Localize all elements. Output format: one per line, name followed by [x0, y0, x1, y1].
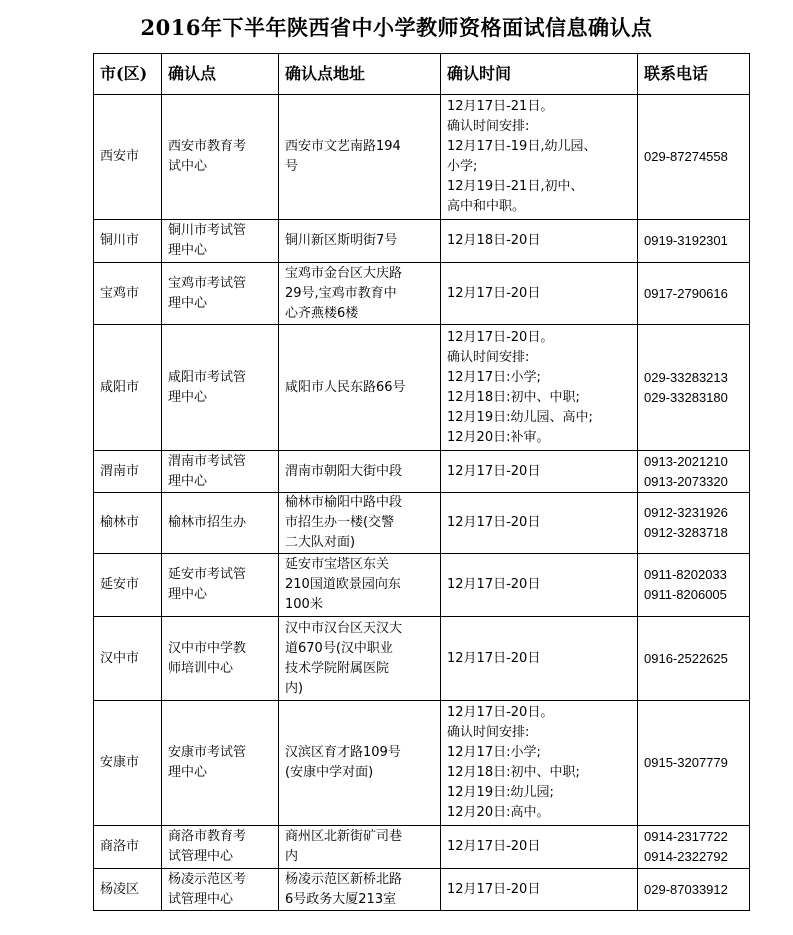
city-cell: [94, 826, 162, 869]
time-cell-line: 12月17日-20日: [447, 650, 541, 666]
address-cell-line: 渭南市朝阳大街中段: [285, 463, 403, 479]
city-cell: [94, 869, 162, 911]
time-cell-line: 12月19日-21日,初中、: [447, 179, 584, 194]
phone-cell-line: 0914-2317722: [644, 829, 728, 844]
phone-cell-line: 0917-2790616: [644, 285, 728, 301]
table-header-row: [94, 54, 750, 95]
point-cell-line: 商洛市教育考: [168, 829, 247, 844]
point-cell-line: 延安市考试管: [168, 567, 247, 582]
address-cell-line: 心齐燕楼6楼: [285, 305, 359, 321]
phone-cell: [638, 826, 750, 869]
header-phone: 联系电话: [638, 54, 750, 95]
point-cell: [162, 493, 279, 554]
time-cell-line: 12月20日:高中。: [447, 805, 550, 820]
time-cell-line: 12月17日-20日。: [447, 705, 554, 720]
point-cell-line: 安康市考试管: [168, 745, 247, 760]
time-cell-line: 12月17日-20日: [447, 285, 541, 301]
time-cell: [441, 325, 638, 451]
address-cell: [279, 701, 441, 826]
phone-cell: [638, 95, 750, 220]
point-cell-line: 渭南市考试管: [168, 453, 247, 469]
point-cell-line: 理中心: [168, 473, 208, 489]
point-cell-line: 咸阳市考试管: [168, 369, 247, 385]
header-point: 确认点: [162, 54, 279, 95]
point-cell: [162, 263, 279, 325]
phone-cell-line: 0914-2322792: [644, 849, 728, 864]
phone-cell-line: 0916-2522625: [644, 650, 728, 666]
time-cell-line: 12月20日:补审。: [447, 429, 550, 445]
time-cell-line: 12月17日-20日: [447, 463, 541, 479]
city-cell: [94, 325, 162, 451]
point-cell-line: 试中心: [168, 159, 208, 174]
time-cell: [441, 493, 638, 554]
time-cell-line: 12月18日:初中、中职;: [447, 389, 580, 405]
point-cell-line: 理中心: [168, 243, 208, 258]
time-cell: [441, 95, 638, 220]
time-cell: [441, 451, 638, 493]
point-cell-line: 杨凌示范区考: [168, 871, 247, 887]
city-cell-line: 咸阳市: [100, 379, 140, 395]
point-cell: [162, 701, 279, 826]
time-cell: [441, 869, 638, 911]
city-cell-line: 铜川市: [100, 233, 140, 248]
city-cell-line: 杨凌区: [100, 881, 140, 897]
phone-cell: [638, 701, 750, 826]
address-cell-line: 杨凌示范区新桥北路: [285, 871, 403, 887]
address-cell-line: 技术学院附属医院: [285, 660, 390, 676]
city-cell: [94, 263, 162, 325]
time-cell-line: 确认时间安排:: [447, 725, 530, 740]
address-cell-line: 西安市文艺南路194: [285, 139, 401, 154]
table-row: [94, 493, 750, 554]
table-row: [94, 451, 750, 493]
table-row: [94, 826, 750, 869]
city-cell-line: 延安市: [100, 577, 140, 592]
city-cell: [94, 617, 162, 701]
phone-cell: [638, 493, 750, 554]
address-cell: [279, 325, 441, 451]
phone-cell: [638, 451, 750, 493]
city-cell-line: 商洛市: [100, 839, 140, 854]
table-row: [94, 95, 750, 220]
table-row: [94, 701, 750, 826]
time-cell-line: 12月17日:小学;: [447, 745, 541, 760]
phone-cell-line: 0919-3192301: [644, 233, 728, 248]
address-cell: [279, 826, 441, 869]
address-cell: [279, 263, 441, 325]
time-cell-line: 12月17日-20日: [447, 577, 541, 592]
point-cell: [162, 95, 279, 220]
phone-cell: [638, 869, 750, 911]
table-row: [94, 220, 750, 263]
time-cell-line: 12月18日-20日: [447, 233, 541, 248]
point-cell-line: 榆林市招生办: [168, 515, 247, 530]
address-cell: [279, 451, 441, 493]
phone-cell-line: 029-87033912: [644, 881, 728, 897]
point-cell-line: 宝鸡市考试管: [168, 275, 247, 291]
city-cell-line: 榆林市: [100, 515, 140, 530]
address-cell: [279, 554, 441, 617]
point-cell-line: 西安市教育考: [168, 139, 247, 154]
address-cell: [279, 869, 441, 911]
address-cell-line: 号: [285, 159, 299, 174]
table-row: [94, 869, 750, 911]
time-cell-line: 12月17日:小学;: [447, 369, 541, 385]
phone-cell: [638, 617, 750, 701]
point-cell-line: 理中心: [168, 587, 208, 602]
point-cell: [162, 826, 279, 869]
time-cell: [441, 554, 638, 617]
point-cell-line: 理中心: [168, 389, 208, 405]
time-cell: [441, 220, 638, 263]
header-city: 市(区): [94, 54, 162, 95]
phone-cell-line: 0913-2021210: [644, 453, 728, 469]
address-cell-line: 道670号(汉中职业: [285, 640, 393, 656]
address-cell-line: 6号政务大厦213室: [285, 891, 397, 907]
address-cell-line: 内: [285, 849, 299, 864]
confirmation-points-table: [93, 53, 750, 911]
city-cell-line: 安康市: [100, 755, 140, 770]
city-cell: [94, 701, 162, 826]
address-cell: [279, 617, 441, 701]
address-cell-line: 榆林市榆阳中路中段: [285, 495, 403, 510]
table-row: [94, 263, 750, 325]
point-cell-line: 师培训中心: [168, 660, 234, 676]
phone-cell-line: 0915-3207779: [644, 755, 728, 770]
phone-cell-line: 0913-2073320: [644, 473, 728, 489]
address-cell-line: 咸阳市人民东路66号: [285, 379, 406, 395]
time-cell-line: 12月18日:初中、中职;: [447, 765, 580, 780]
address-cell: [279, 493, 441, 554]
address-cell-line: 宝鸡市金台区大庆路: [285, 265, 403, 281]
phone-cell: [638, 263, 750, 325]
city-cell: [94, 451, 162, 493]
point-cell: [162, 220, 279, 263]
time-cell-line: 确认时间安排:: [447, 119, 530, 134]
time-cell: [441, 617, 638, 701]
phone-cell-line: 0911-8206005: [644, 587, 727, 602]
time-cell-line: 高中和中职。: [447, 199, 526, 214]
address-cell-line: 市招生办一楼(交警: [285, 515, 395, 530]
page-title: 2016年下半年陕西省中小学教师资格面试信息确认点: [140, 15, 653, 40]
city-cell: [94, 95, 162, 220]
table-row: [94, 325, 750, 451]
table-body: [94, 95, 750, 911]
phone-cell-line: 029-33283213: [644, 369, 728, 385]
phone-cell-line: 029-87274558: [644, 149, 728, 164]
city-cell-line: 渭南市: [100, 463, 140, 479]
address-cell-line: 汉中市汉台区天汉大: [285, 620, 403, 636]
point-cell: [162, 617, 279, 701]
time-cell: [441, 263, 638, 325]
time-cell-line: 确认时间安排:: [447, 349, 530, 365]
address-cell-line: 汉滨区育才路109号: [285, 745, 401, 760]
city-cell-line: 汉中市: [100, 650, 140, 666]
time-cell-line: 12月19日:幼儿园;: [447, 785, 554, 800]
address-cell-line: 100米: [285, 597, 323, 612]
header-address: 确认点地址: [279, 54, 441, 95]
time-cell-line: 12月17日-20日: [447, 839, 541, 854]
address-cell: [279, 220, 441, 263]
phone-cell-line: 0912-3231926: [644, 505, 728, 520]
address-cell-line: 商州区北新街矿司巷: [285, 829, 403, 844]
address-cell-line: 二大队对面): [285, 535, 356, 550]
phone-cell-line: 0912-3283718: [644, 525, 728, 540]
city-cell: [94, 554, 162, 617]
time-cell-line: 小学;: [447, 159, 478, 174]
point-cell-line: 试管理中心: [168, 891, 234, 907]
point-cell: [162, 325, 279, 451]
point-cell: [162, 554, 279, 617]
city-cell: [94, 493, 162, 554]
address-cell-line: 延安市宝塔区东关: [285, 557, 390, 572]
time-cell-line: 12月17日-21日。: [447, 99, 554, 114]
address-cell-line: 铜川新区斯明街7号: [285, 233, 398, 248]
time-cell-line: 12月17日-20日: [447, 881, 541, 897]
time-cell: [441, 701, 638, 826]
point-cell: [162, 869, 279, 911]
city-cell-line: 宝鸡市: [100, 285, 140, 301]
point-cell-line: 理中心: [168, 295, 208, 311]
header-time: 确认时间: [441, 54, 638, 95]
point-cell: [162, 451, 279, 493]
address-cell-line: 210国道欧景园向东: [285, 577, 401, 592]
address-cell-line: 29号,宝鸡市教育中: [285, 285, 397, 301]
phone-cell: [638, 220, 750, 263]
address-cell: [279, 95, 441, 220]
time-cell: [441, 826, 638, 869]
phone-cell-line: 029-33283180: [644, 389, 728, 405]
city-cell-line: 西安市: [100, 149, 140, 164]
point-cell-line: 铜川市考试管: [168, 223, 247, 238]
phone-cell-line: 0911-8202033: [644, 567, 727, 582]
time-cell-line: 12月17日-19日,幼儿园、: [447, 139, 597, 154]
time-cell-line: 12月17日-20日。: [447, 329, 554, 345]
table-row: [94, 554, 750, 617]
table-row: [94, 617, 750, 701]
point-cell-line: 汉中市中学教: [168, 640, 247, 656]
time-cell-line: 12月17日-20日: [447, 515, 541, 530]
city-cell: [94, 220, 162, 263]
time-cell-line: 12月19日:幼儿园、高中;: [447, 409, 593, 425]
phone-cell: [638, 325, 750, 451]
address-cell-line: 内): [285, 680, 304, 696]
point-cell-line: 试管理中心: [168, 849, 234, 864]
phone-cell: [638, 554, 750, 617]
address-cell-line: (安康中学对面): [285, 765, 374, 780]
point-cell-line: 理中心: [168, 765, 208, 780]
